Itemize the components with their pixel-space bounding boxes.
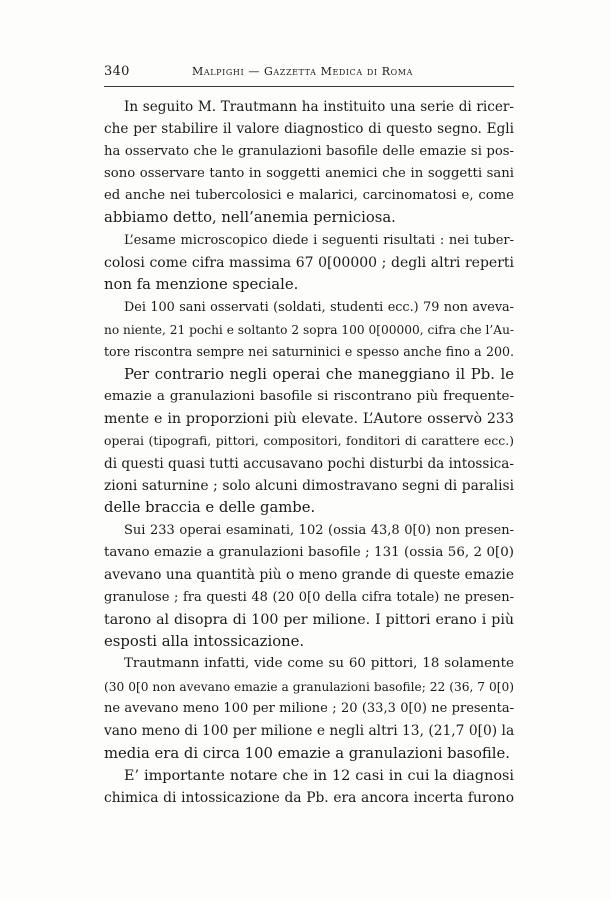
text-line: granulose ; fra questi 48 (20 0[0 della cifra totale) ne presen- xyxy=(104,589,514,605)
text-line: no niente, 21 pochi e soltanto 2 sopra 100 0[00000, cifra che l’Au- xyxy=(104,322,515,337)
header-rule xyxy=(104,86,514,87)
text-line: zioni saturnine ; solo alcuni dimostravano segni di paralisi xyxy=(104,478,514,495)
text-line: vano meno di 100 per milione e negli altri 13, (21,7 0[0) la xyxy=(104,723,515,740)
text-line: mente e in proporzioni più elevate. L’Autore osservò 233 xyxy=(104,411,514,428)
text-line: ha osservato che le granulazioni basofile delle emazie si pos- xyxy=(104,143,514,159)
body-text xyxy=(104,96,514,810)
text-line: che per stabilire il valore diagnostico di questo segno. Egli xyxy=(104,121,514,138)
text-line: tore riscontra sempre nei saturninici e spesso anche fino a 200. xyxy=(104,344,514,360)
text-line: E’ importante notare che in 12 casi in cui la diagnosi xyxy=(124,767,514,784)
text-line: colosi come cifra massima 67 0[00000 ; degli altri reperti xyxy=(104,255,514,272)
text-line: (30 0[0 non avevano emazie a granulazioni basofile; 22 (36, 7 0[0) xyxy=(104,679,514,694)
text-line: Dei 100 sani osservati (soldati, studenti ecc.) 79 non aveva- xyxy=(124,299,514,315)
text-line: operai (tipografi, pittori, compositori, fonditori di carattere ecc.) xyxy=(104,433,514,449)
text-line: ed anche nei tubercolosici e malarici, carcinomatosi e, come xyxy=(104,188,514,204)
text-line: avevano una quantità più o meno grande di queste emazie xyxy=(104,567,514,584)
text-line: non fa menzione speciale. xyxy=(104,276,299,294)
text-line: tavano emazie a granulazioni basofile ; 131 (ossia 56, 2 0[0) xyxy=(104,544,514,560)
text-line: emazie a granulazioni basofile si riscontrano più frequente- xyxy=(104,388,514,404)
text-line: di questi quasi tutti accusavano pochi disturbi da intossica- xyxy=(104,455,514,472)
text-line: media era di circa 100 emazie a granulazioni basofile. xyxy=(104,744,510,762)
text-line: esposti alla intossicazione. xyxy=(104,633,305,651)
journal-title: Malpighi — Gazzetta Medica di Roma xyxy=(192,65,413,78)
text-line: In seguito M. Trautmann ha instituito una serie di ricer- xyxy=(124,99,514,115)
text-line: Per contrario negli operai che maneggiano il Pb. le xyxy=(124,365,514,383)
running-head xyxy=(92,64,516,84)
text-line: ne avevano meno 100 per milione ; 20 (33,3 0[0) ne presenta- xyxy=(104,701,514,717)
text-line: delle braccia e delle gambe. xyxy=(104,499,316,517)
text-line: chimica di intossicazione da Pb. era ancora incerta furono xyxy=(104,790,514,807)
text-line: abbiamo detto, nell’anemia perniciosa. xyxy=(104,209,396,227)
text-line: Sui 233 operai esaminati, 102 (ossia 43,8 0[0) non presen- xyxy=(124,522,514,538)
text-line: tarono al disopra di 100 per milione. I pittori erano i più xyxy=(104,611,514,628)
text-line: sono osservare tanto in soggetti anemici che in soggetti sani xyxy=(104,165,514,181)
text-line: L’esame microscopico diede i seguenti risultati : nei tuber- xyxy=(124,232,514,248)
text-line: Trautmann infatti, vide come su 60 pittori, 18 solamente xyxy=(124,656,514,672)
page-number: 340 xyxy=(104,64,130,79)
